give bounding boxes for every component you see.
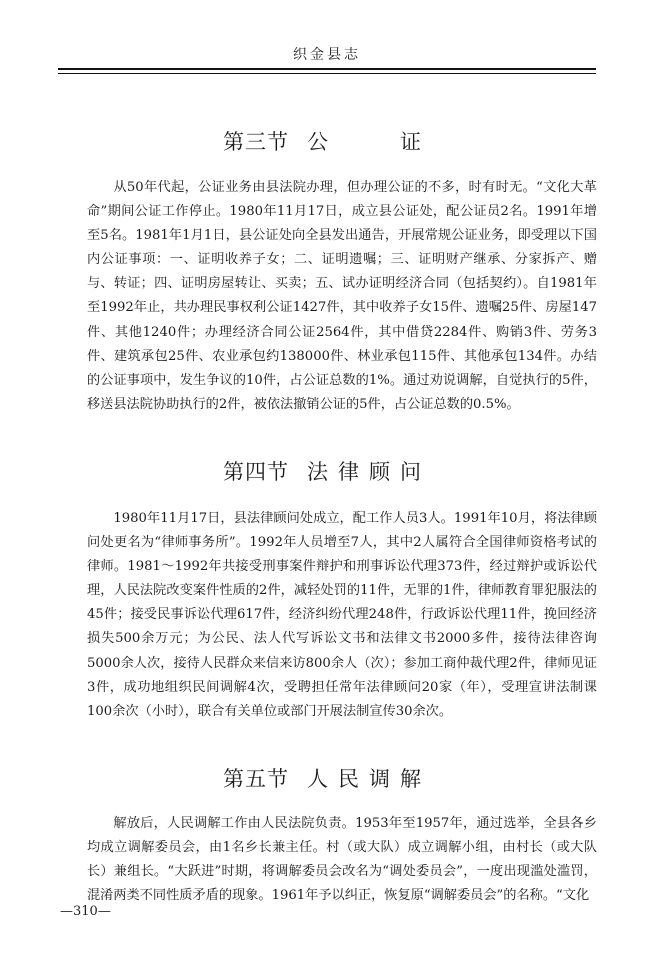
section-heading [58,763,596,793]
section-number: 第四节 [223,460,289,484]
section-title: 人民调解 [307,767,431,791]
section-heading [58,126,596,156]
section-body [87,507,597,724]
section-number: 第三节 [223,130,289,154]
header-rule-thick [58,68,596,70]
paragraph: 解放后，人民调解工作由人民法院负责。1953年至1957年，通过选举，全县各乡均成立调解委员会，由1名乡长兼主任。村（或大队）成立调解小组，由村长（或大队长）兼组长。“大跃进”时期，将调解委员会改名为“调处委员会”，一度出现滥处滥罚，混淆两类不同性质矛盾的现象。1961年予以纠正，恢复原“调解委员会”的名称。“文化 [87,816,597,904]
section-number: 第五节 [223,767,289,791]
section-title: 法律顾问 [307,460,431,484]
page-number: —310— [60,904,111,919]
header-rule-thin [58,73,596,74]
paragraph: 从50年代起，公证业务由县法院办理，但办理公证的不多，时有时无。“文化大革命”期间公证工作停止。1980年11月17日，成立县公证处，配公证员2名。1991年增至5名。1981年1月1日，县公证处向全县发出通告，开展常规公证业务，即受理以下国内公证事项：一、证明收养子女；二、证明遗嘱；三、证明财产继承、分家拆产、赠与、转证；四、证明房屋转让、买卖；五、试办证明经济合同（包括契约）。自1981年至1992年止，共办理民事权利公证1427件，其中收养子女15件、遗嘱25件、房屋147件、其他1240件；办理经济合同公证2564件，其中借贷2284件、购销3件、劳务3件、建筑承包25件、农业承包约138000件、林业承包115件、其他承包134件。办结的公证事项中，发生争议的10件，占公证总数的1%。通过劝说调解，自觉执行的5件，移送县法院协助执行的2件，被依法撤销公证的5件，占公证总数的0.5%。 [87,180,597,412]
section-body [87,812,597,908]
paragraph: 1980年11月17日，县法律顾问处成立，配工作人员3人。1991年10月，将法律顾问处更名为“律师事务所”。1992年人员增至7人，其中2人属符合全国律师资格考试的律师。1981～1992年共接受刑事案件辩护和刑事诉讼代理373件，经过辩护或诉讼代理，人民法院改变案件性质的2件，减轻处罚的11件，无罪的1件，律师教育罪犯服法的45件；接受民事诉讼代理617件，经济纠纷代理248件，行政诉讼代理11件，挽回经济损失500余万元；为公民、法人代写诉讼文书和法律文书2000多件，接待法律咨询5000余人次，接待人民群众来信来访800余人（次）；参加工商仲裁代理2件，律师见证3件，成功地组织民间调解4次，受聘担任常年法律顾问20家（年），受理宣讲法制课100余次（小时），联合有关单位或部门开展法制宣传30余次。 [87,511,597,719]
section-heading [58,456,596,486]
section-body [87,176,597,417]
section-title: 公 证 [307,130,431,154]
running-header: 织金县志 [293,47,361,63]
